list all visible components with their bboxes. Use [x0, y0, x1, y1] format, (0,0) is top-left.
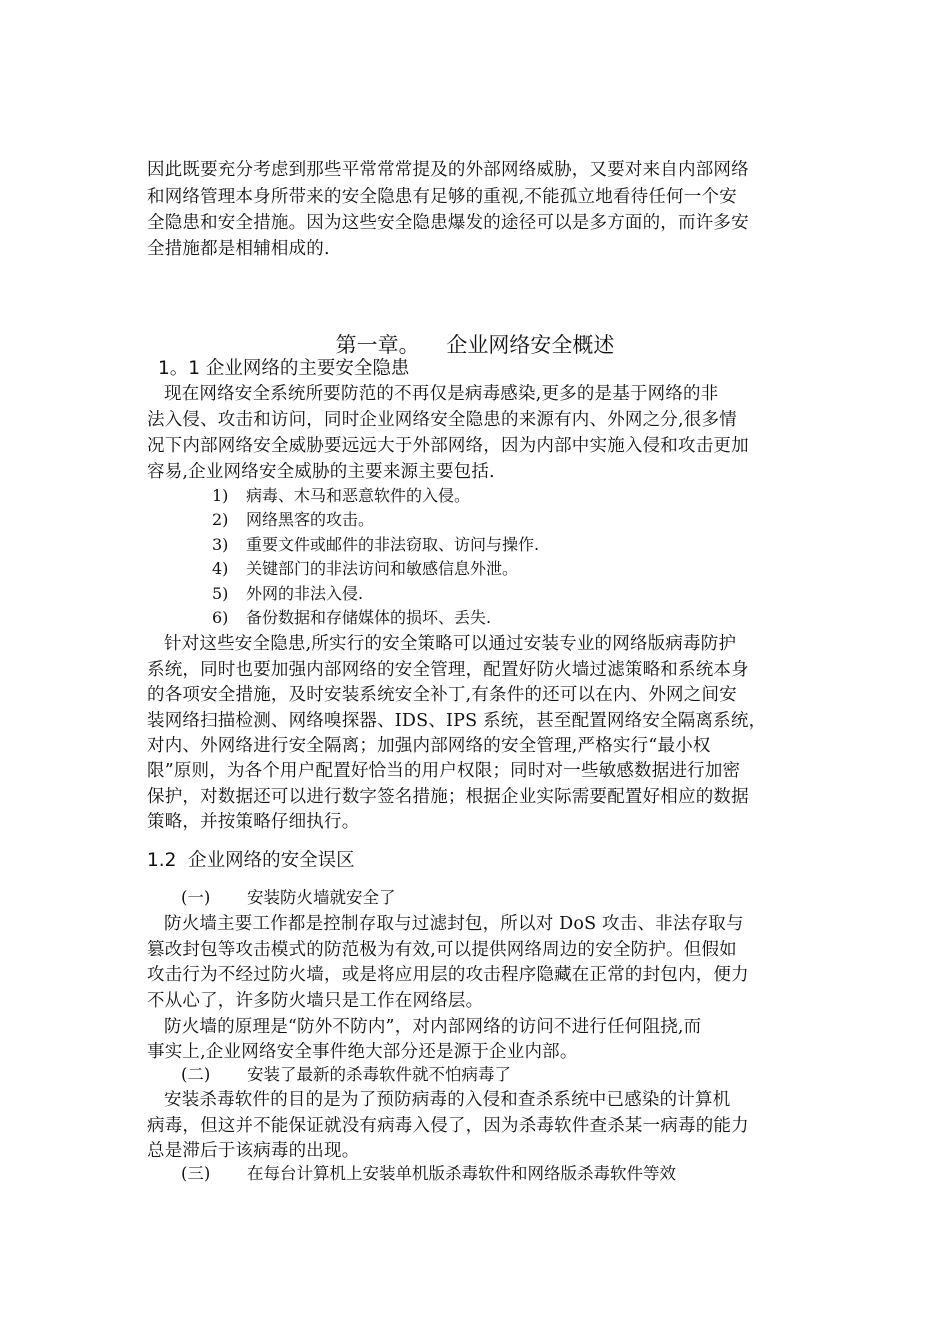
list-item — [212, 557, 518, 581]
item-marker: (一) — [181, 888, 211, 907]
list-text: 网络黑客的攻击。 — [246, 510, 375, 529]
list-number: 1) — [212, 486, 229, 505]
section-heading-1-1: 1。1 企业网络的主要安全隐患 — [158, 358, 410, 379]
text-line: 总是滞后于该病毒的出现。 — [147, 1141, 360, 1161]
list-item — [212, 582, 363, 606]
item-title: 安装了最新的杀毒软件就不怕病毒了 — [247, 1065, 511, 1084]
text-line: 防火墙的原理是“防外不防内”，对内部网络的访问不进行任何阻挠,而 — [164, 1017, 702, 1037]
item-title: 在每台计算机上安装单机版杀毒软件和网络版杀毒软件等效 — [247, 1164, 676, 1183]
list-text: 关键部门的非法访问和敏感信息外泄。 — [246, 559, 519, 578]
item-title: 安装防火墙就安全了 — [247, 888, 396, 907]
misconception-heading-3 — [181, 1162, 676, 1186]
list-number: 6) — [212, 608, 229, 627]
text-line: 针对这些安全隐患,所实行的安全策略可以通过安装专业的网络版病毒防护 — [164, 634, 737, 654]
text-line: 和网络管理本身所带来的安全隐患有足够的重视,不能孤立地看待任何一个安 — [147, 187, 737, 207]
text-line: 对内、外网络进行安全隔离；加强内部网络的安全管理,严格实行“最小权 — [147, 736, 711, 756]
list-number: 3) — [212, 535, 229, 554]
text-line: 的各项安全措施，及时安装系统安全补丁,有条件的还可以在内、外网之间安 — [147, 685, 737, 705]
misconception-heading-1 — [181, 886, 396, 910]
text-line: 况下内部网络安全威胁要远远大于外部网络，因为内部中实施入侵和攻击更加 — [147, 436, 749, 456]
text-line: 现在网络安全系统所要防范的不再仅是病毒感染,更多的是基于网络的非 — [164, 384, 719, 404]
section-heading-1-2: 1.2 企业网络的安全误区 — [147, 850, 355, 871]
text-line: 全隐患和安全措施。因为这些安全隐患爆发的途径可以是多方面的，而许多安 — [147, 213, 749, 233]
text-line: 篡改封包等攻击模式的防范极为有效,可以提供网络周边的安全防护。但假如 — [147, 940, 737, 960]
list-text: 备份数据和存储媒体的损坏、丢失. — [246, 608, 492, 627]
list-text: 外网的非法入侵. — [246, 584, 364, 603]
item-marker: (三) — [181, 1164, 211, 1183]
list-item — [212, 484, 470, 508]
text-line: 病毒，但这并不能保证就没有病毒入侵了，因为杀毒软件查杀某一病毒的能力 — [147, 1116, 749, 1136]
text-line: 装网络扫描检测、网络嗅探器、IDS、IPS 系统，甚至配置网络安全隔离系统， — [147, 711, 767, 731]
text-line: 不从心了，许多防火墙只是工作在网络层。 — [147, 991, 484, 1011]
text-line: 保护，对数据还可以进行数字签名措施；根据企业实际需要配置好相应的数据 — [147, 787, 749, 807]
text-line: 事实上,企业网络安全事件绝大部分还是源于企业内部。 — [147, 1042, 578, 1062]
text-line: 法入侵、攻击和访问，同时企业网络安全隐患的来源有内、外网之分,很多情 — [147, 410, 737, 430]
text-line: 限”原则，为各个用户配置好恰当的用户权限；同时对一些敏感数据进行加密 — [147, 761, 741, 781]
list-text: 重要文件或邮件的非法窃取、访问与操作. — [246, 535, 540, 554]
text-line: 攻击行为不经过防火墙，或是将应用层的攻击程序隐藏在正常的封包内，便力 — [147, 965, 749, 985]
list-number: 2) — [212, 510, 229, 529]
list-item — [212, 533, 539, 557]
list-number: 5) — [212, 584, 229, 603]
chapter-title: 第一章。 企业网络安全概述 — [335, 333, 615, 357]
text-line: 系统，同时也要加强内部网络的安全管理，配置好防火墙过滤策略和系统本身 — [147, 660, 749, 680]
list-item — [212, 606, 491, 630]
text-line: 因此既要充分考虑到那些平常常常提及的外部网络威胁，又要对来自内部网络 — [147, 160, 749, 180]
item-marker: (二) — [181, 1065, 211, 1084]
text-line: 防火墙主要工作都是控制存取与过滤封包，所以对 DoS 攻击、非法存取与 — [164, 914, 744, 934]
list-text: 病毒、木马和恶意软件的入侵。 — [246, 486, 471, 505]
text-line: 全措施都是相辅相成的. — [147, 239, 330, 259]
text-line: 容易,企业网络安全威胁的主要来源主要包括. — [147, 462, 495, 482]
text-line: 策略，并按策略仔细执行。 — [147, 812, 360, 832]
misconception-heading-2 — [181, 1063, 511, 1087]
text-line: 安装杀毒软件的目的是为了预防病毒的入侵和查杀系统中已感染的计算机 — [164, 1090, 731, 1110]
list-item — [212, 508, 374, 532]
list-number: 4) — [212, 559, 229, 578]
